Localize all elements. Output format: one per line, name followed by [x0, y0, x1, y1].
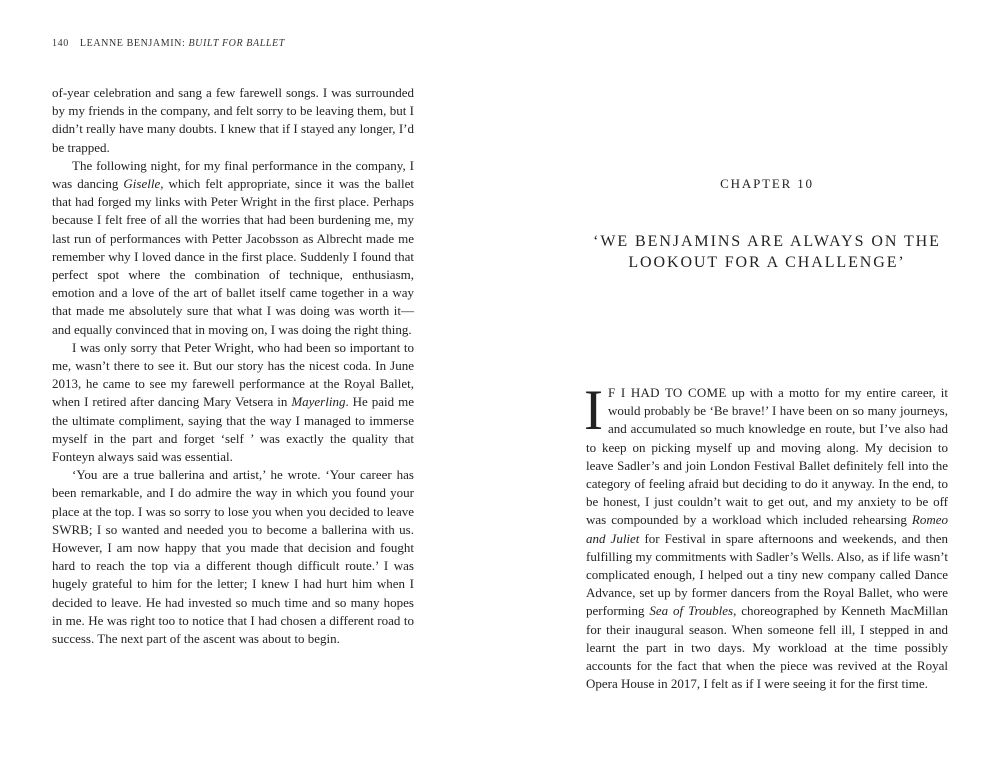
right-page — [500, 0, 1000, 763]
paragraph — [52, 157, 414, 339]
text-run: , which felt appropriate, since it was the ballet that had forged my links with Peter Wright in the first place. Perhaps because I felt free of all the worries that had been burdening me, my last run of performances with Petter Jacobsson as Albrecht made me remember why I loved dance in the first place. Suddenly I found that perfect spot where the combination of technique, enthusiasm, emotion and a love of the art of ballet itself came together in a way that made me absolutely sure that what I was doing was worth it—and equally convinced that in moving on, I was doing the right thing. — [52, 176, 414, 337]
running-head-author: LEANNE BENJAMIN: — [79, 38, 186, 49]
text-run: ‘You are a true ballerina and artist,’ he wrote. ‘Your career has been remarkable, and I do admire the way in which you found your place at the top. I was so sorry to lose you when you decided to leave SWRB; I so wanted and needed you to become a ballerina with us. However, I am now happy that you made that decision and fought hard to reach the top via a different though difficult route.’ I was hugely grateful to him for the letter; I knew I had hurt him when I decided to leave. He had invested so much time and so many hopes in me. He was right too to notice that I had chosen a different road to success. The next part of the ascent was about to begin. — [52, 467, 414, 647]
opening-caps: F I HAD TO COME — [607, 385, 727, 400]
text-run: up with a motto for my entire career, it would probably be ‘Be brave!’ I have been on so many journeys, and accumulated so much knowledge en route, but I’ve also had to keep on picking myself up and moving along. My decision to leave Sadler’s and join London Festival Ballet definitely fell into the category of feeling afraid but deciding to do it anyway. In the end, to be honest, I just couldn’t wait to get out, and my anxiety to be off was compounded by a workload which included rehearsing — [586, 385, 948, 528]
drop-cap: I — [584, 379, 603, 442]
text-run: The following night, for my final performance in the company, I was dancing — [52, 157, 414, 192]
chapter-title-line-1: ‘WE BENJAMINS ARE ALWAYS ON THE — [593, 233, 941, 250]
page-number: 140 — [52, 38, 69, 49]
text-run: for Festival in spare afternoons and weekends, and then fulfilling my commitments with Sadler’s Wells. Also, as if life wasn’t complicated enough, I helped out a tiny new company called Dance Advance, set up by former dancers from the Royal Ballet, who were performing — [586, 530, 948, 619]
running-head — [52, 38, 285, 49]
chapter-paragraph — [584, 379, 948, 693]
italic-run: Sea of Troubles — [649, 603, 734, 619]
chapter-opening-text — [584, 379, 948, 693]
running-head-title: BUILT FOR BALLET — [188, 38, 285, 49]
chapter-title-line-2: LOOKOUT FOR A CHALLENGE’ — [628, 254, 906, 271]
left-body-text — [52, 84, 414, 648]
italic-run: Mayerling — [291, 394, 346, 410]
text-run: , choreographed by Kenneth MacMillan for their inaugural season. When someone fell ill, I stepped in and learnt the part in two days. My workload at the time possibly accounts for the fact that when the piece was revived at the Royal Opera House in 2017, I felt as if I were seeing it for the first time. — [586, 603, 948, 692]
text-run: of-year celebration and sang a few farewell songs. I was surrounded by my friends in the company, and felt sorry to be leaving them, but I didn’t really have many doubts. I knew that if I stayed any longer, I’d be trapped. — [52, 85, 414, 155]
paragraph — [52, 84, 414, 157]
italic-run: Romeo and Juliet — [586, 512, 948, 546]
paragraph — [52, 466, 414, 648]
text-run: . He paid me the ultimate compliment, saying that the way I managed to immerse myself in the part and forget ‘self ’ was exactly the quality that Fonteyn always said was essential. — [52, 394, 415, 465]
chapter-label: CHAPTER 10 — [720, 176, 814, 191]
italic-run: Giselle — [123, 176, 161, 192]
paragraph — [52, 339, 414, 466]
text-run: I was only sorry that Peter Wright, who had been so important to me, wasn’t there to see it. But our story has the nicest coda. In June 2013, he came to see my farewell performance at the Royal Ballet, when I retired after dancing Mary Vetsera in — [52, 339, 414, 410]
chapter-title — [586, 231, 948, 273]
